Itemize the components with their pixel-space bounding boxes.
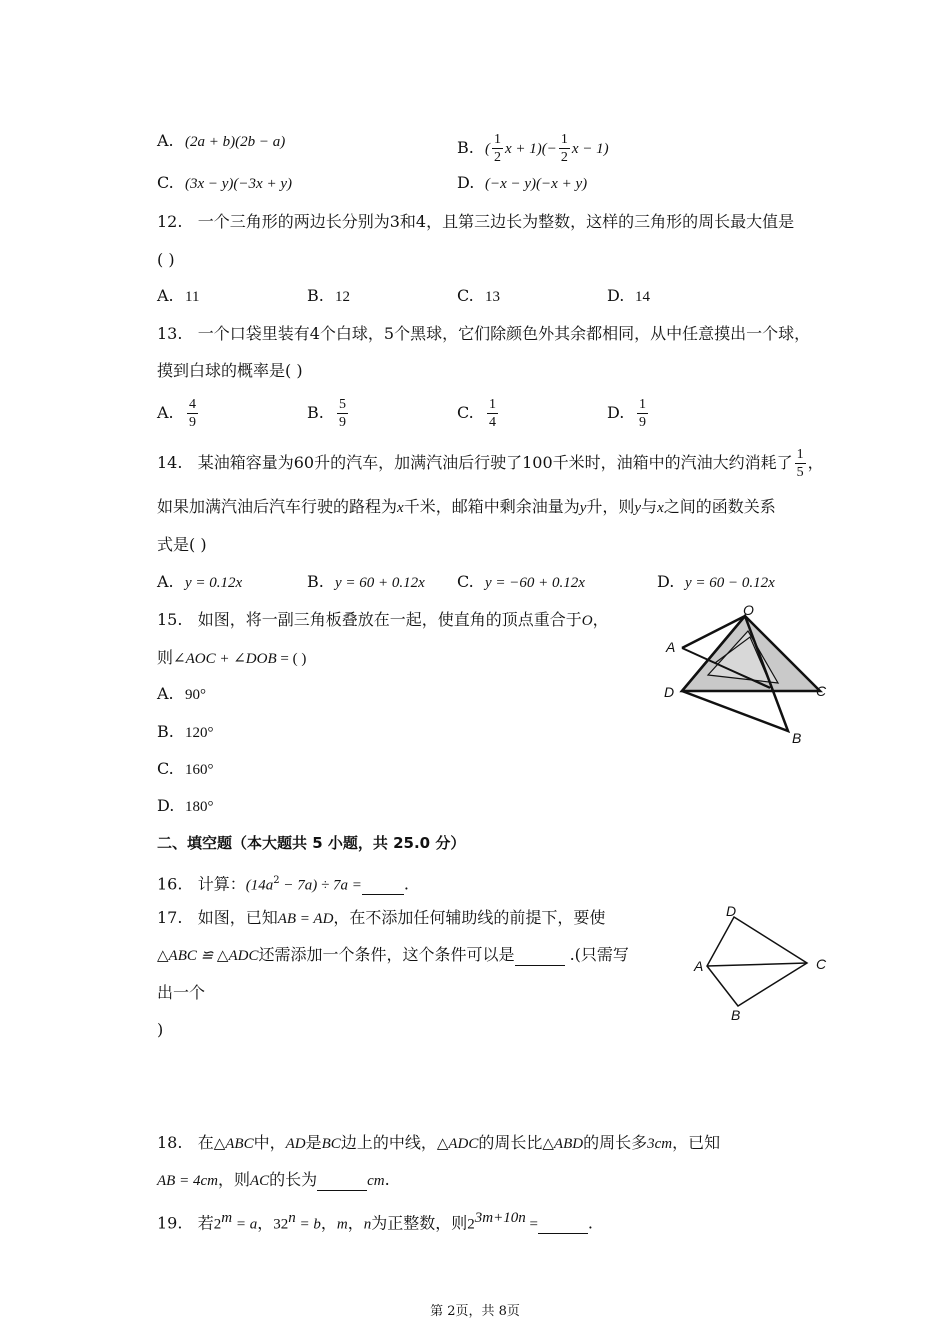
q15-stem: 15. 如图，将一副三角板叠放在一起，使直角的顶点重合于O， xyxy=(157,610,609,629)
q15-option-b: B. 120° xyxy=(157,722,214,741)
q15-option-c: C. 160° xyxy=(157,759,214,778)
label-b: B xyxy=(792,730,802,746)
q14-option-c: C. y = −60 + 0.12x xyxy=(457,572,585,591)
q13-stem: 13. 一个口袋里装有4个白球，5个黑球，它们除颜色外其余都相同，从中任意摸出一个球， xyxy=(157,324,811,343)
q12-paren: ( ) xyxy=(157,250,175,269)
label-a: A xyxy=(666,639,676,655)
fraction: $\frac{1}{2}$ xyxy=(494,132,501,165)
q14-stem-line2: 如果加满汽油后汽车行驶的路程为x千米，邮箱中剩余油量为y升，则y与x之间的函数关系 xyxy=(157,497,776,516)
q16-stem: 16. 计算：$(14a^2 - 7a) \div 7a$ = . xyxy=(157,874,409,894)
fraction: $\frac{1}{2}$ xyxy=(560,132,568,165)
q12-option-c: C. 13 xyxy=(457,286,500,305)
answer-blank[interactable] xyxy=(538,1219,588,1234)
q17-stem-line4: ) xyxy=(157,1020,164,1039)
answer-blank[interactable] xyxy=(515,951,565,966)
q17-quadrilateral-figure xyxy=(688,903,833,1025)
q11-option-c: C. (3x − y)(−3x + y) xyxy=(157,173,292,192)
q11-option-a: A. (2a + b)(2b − a) xyxy=(157,131,286,150)
label-c: C xyxy=(816,683,827,699)
label-o: O xyxy=(743,603,754,618)
answer-blank[interactable] xyxy=(317,1176,367,1191)
quad-dcba xyxy=(707,917,807,1006)
label-a: A xyxy=(694,958,704,974)
q19-stem: 19. 若$2^m = a$，$32^n = b$，m，n为正整数，则$2^{3m+10n}$ = . xyxy=(157,1210,594,1233)
q15-stem-line2: 则∠AOC + ∠DOB = ( ) xyxy=(157,648,307,667)
q11-option-d: D. (−x − y)(−x + y) xyxy=(457,173,588,192)
q13-option-a: A. $\frac{4}{9}$ xyxy=(157,397,196,430)
answer-blank[interactable] xyxy=(362,880,404,895)
q14-option-d: D. y = 60 − 0.12x xyxy=(657,572,775,591)
page-footer: 第 2页，共 8页 xyxy=(430,1304,520,1319)
q15-option-a: A. 90° xyxy=(157,684,206,703)
q17-stem: 17. 如图，已知AB = AD，在不添加任何辅助线的前提下，要使 xyxy=(157,908,606,927)
q14-stem-line3: 式是( ) xyxy=(157,535,207,554)
label-d: D xyxy=(726,903,737,919)
q11-option-b: B. ( $\frac{1}{2}$ x + 1)(− $\frac{1}{2}$ x − 1) xyxy=(457,132,609,165)
q18-stem: 18. 在△ABC中，AD是BC边上的中线，△ADC的周长比△ABD的周长多3cm，已知 xyxy=(157,1133,721,1152)
label-b: B xyxy=(731,1007,741,1023)
q14-option-b: B. y = 60 + 0.12x xyxy=(307,572,425,591)
q17-stem-line3: 出一个 xyxy=(157,983,206,1002)
q12-option-d: D. 14 xyxy=(607,286,650,305)
q12-option-a: A. 11 xyxy=(157,286,200,305)
q13-stem-line2: 摸到白球的概率是( ) xyxy=(157,361,303,380)
q13-option-d: D. $\frac{1}{9}$ xyxy=(607,397,646,430)
q13-option-b: B. $\frac{5}{9}$ xyxy=(307,397,346,430)
q15-triangle-figure xyxy=(660,603,835,748)
section-2-title: 二、填空题（本大题共 5 小题，共 25.0 分） xyxy=(157,834,466,852)
segment-ac xyxy=(707,963,807,966)
q18-stem-line2: AB = 4cm，则AC的长为 cm. xyxy=(157,1170,390,1189)
q14-option-a: A. y = 0.12x xyxy=(157,572,243,591)
label-c: C xyxy=(816,956,827,972)
q12-stem: 12. 一个三角形的两边长分别为3和4，且第三边长为整数，这样的三角形的周长最大值是 xyxy=(157,212,795,231)
q13-option-c: C. $\frac{1}{4}$ xyxy=(457,397,496,430)
q15-option-d: D. 180° xyxy=(157,796,214,815)
q12-option-b: B. 12 xyxy=(307,286,350,305)
q14-stem: 14. 某油箱容量为60升的汽车，加满汽油后行驶了100千米时，油箱中的汽油大约消耗了 $\frac{1}{5}$ ， xyxy=(157,447,824,480)
q17-stem-line2: △ABC ≌ △ADC还需添加一个条件，这个条件可以是 .(只需写 xyxy=(157,945,629,964)
label-d: D xyxy=(664,684,675,700)
